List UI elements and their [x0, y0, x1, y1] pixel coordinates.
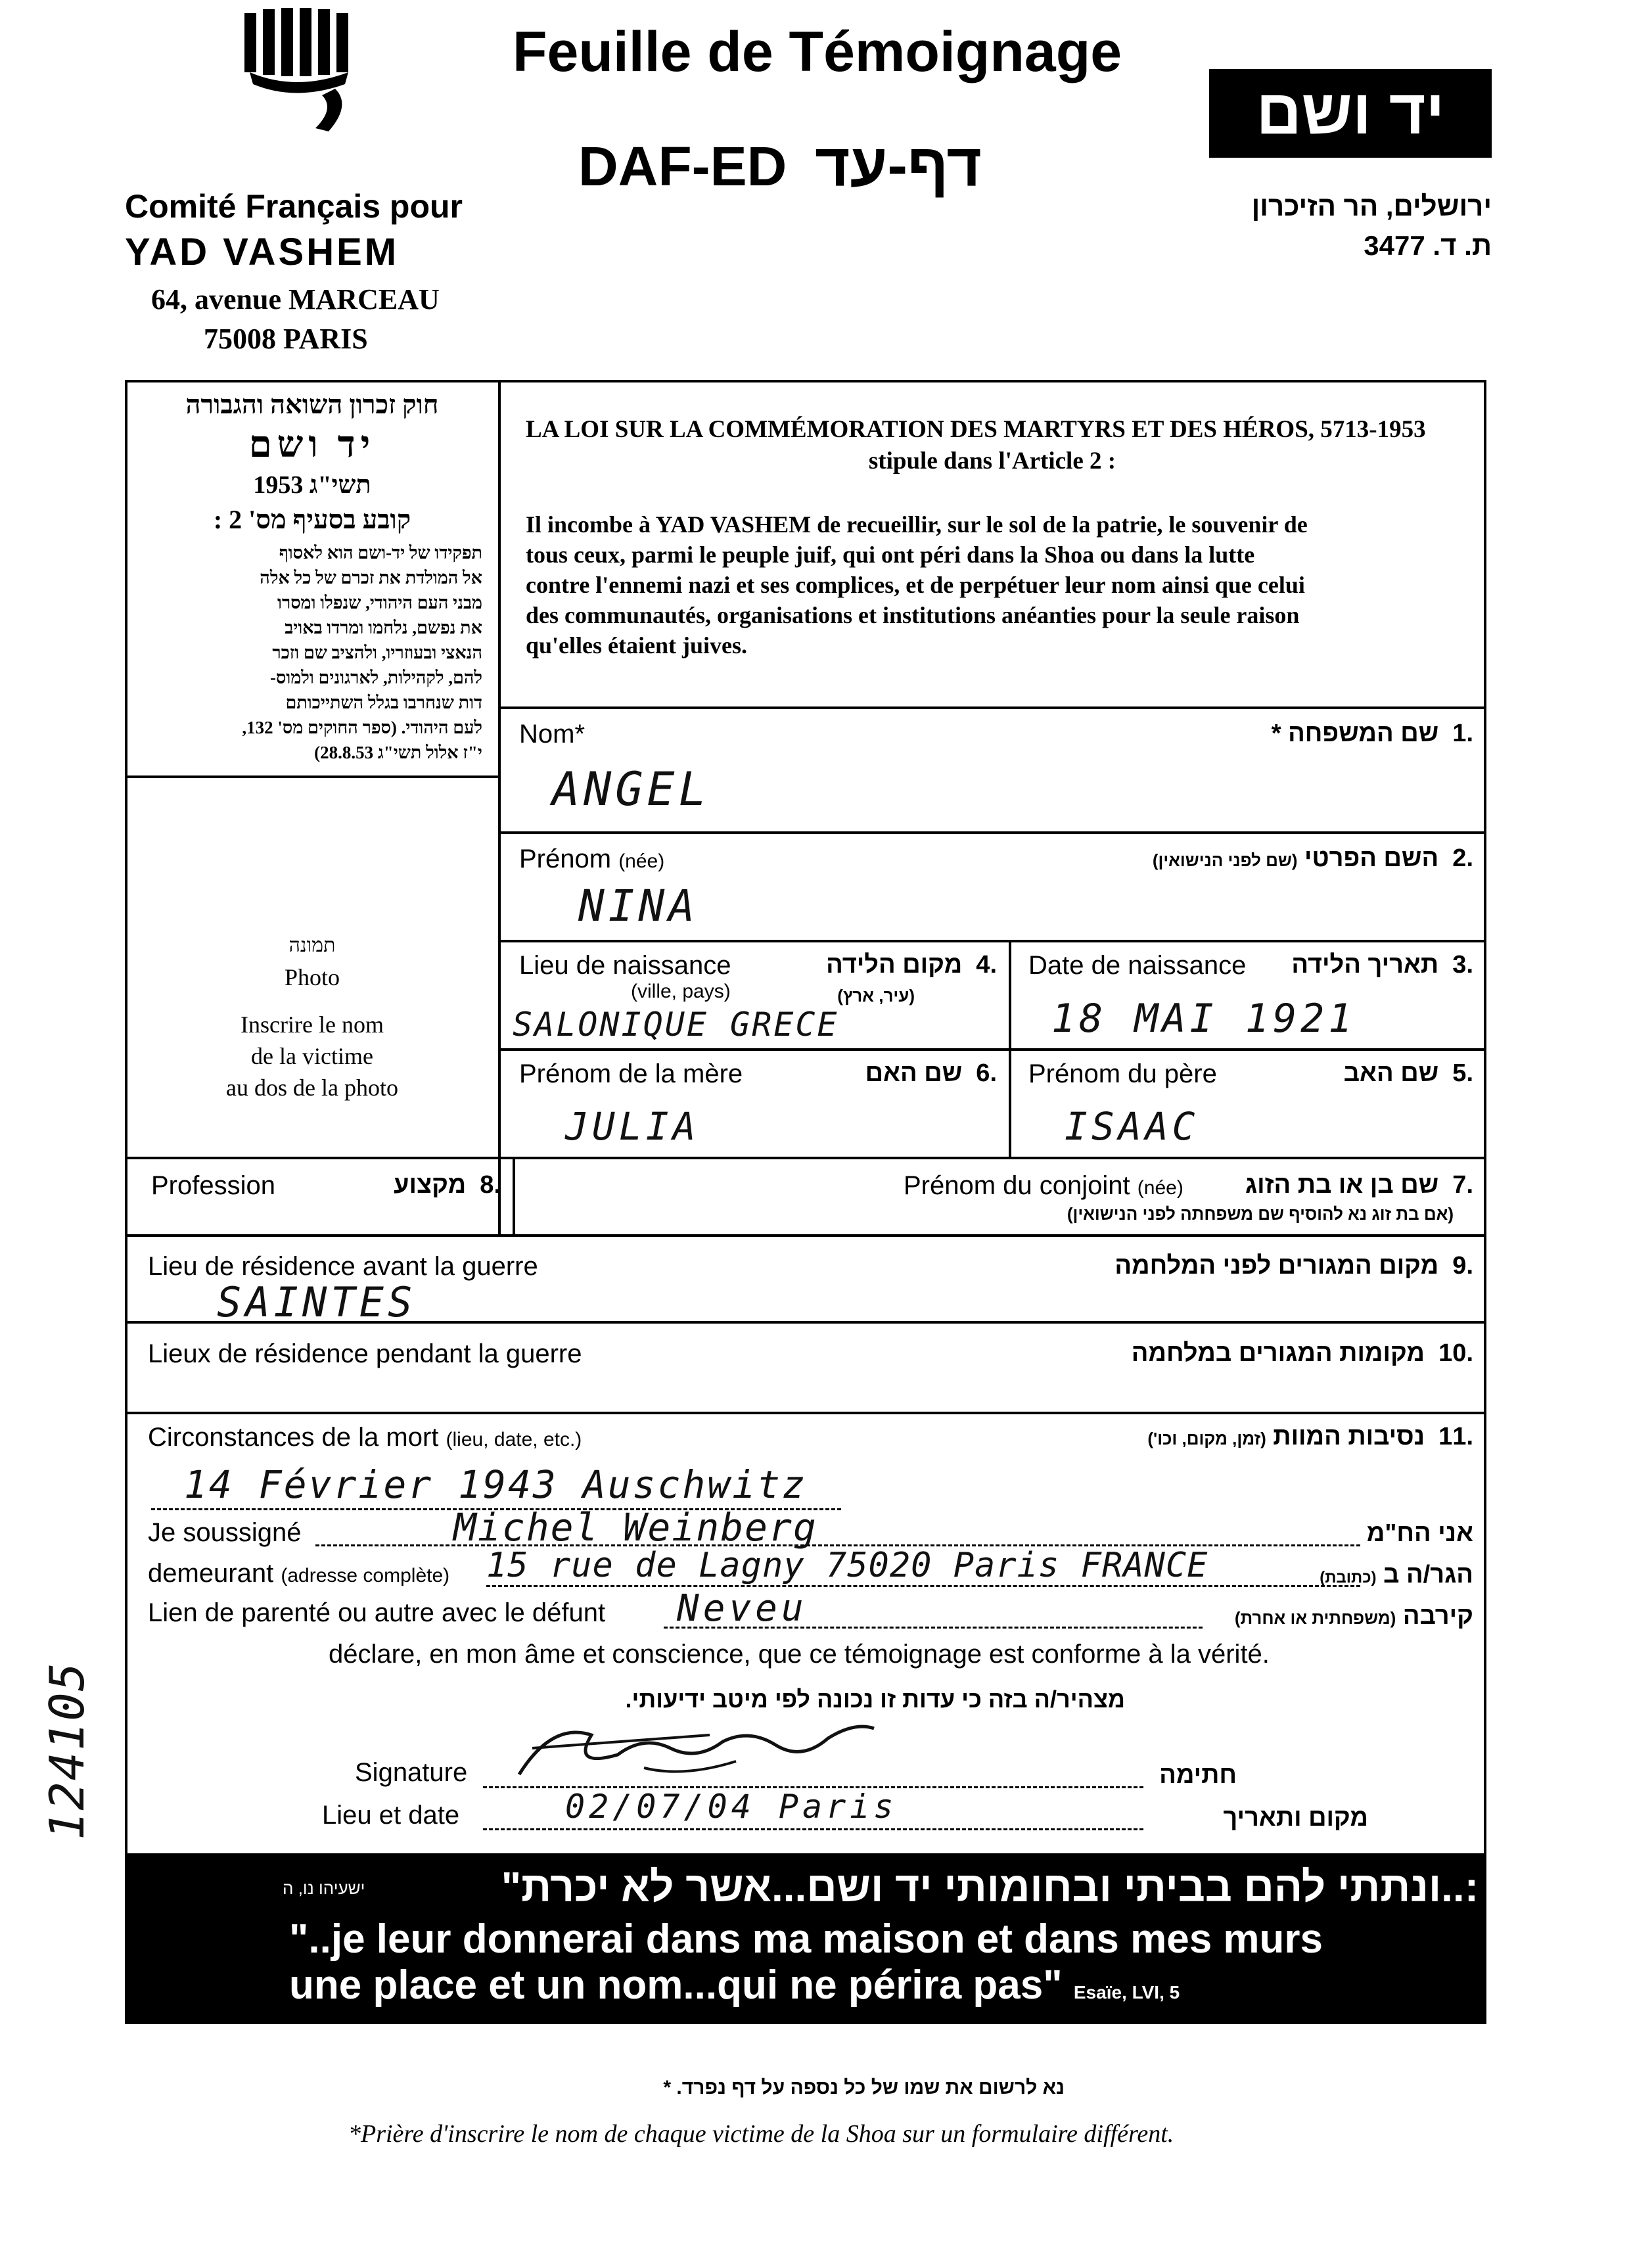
law-box-bottom — [499, 706, 1485, 709]
declaration-french: déclare, en mon âme et conscience, que ce témoignage est conforme à la vérité. — [329, 1640, 1270, 1669]
nom-label: Nom* — [519, 720, 586, 749]
left-column-divider — [498, 380, 501, 1234]
prenom-label: Prénom (née) — [519, 845, 665, 873]
menorah-logo — [237, 7, 368, 138]
address-value[interactable]: 15 rue de Lagny 75020 Paris FRANCE — [486, 1546, 1208, 1585]
signature-hebrew: חתימה — [1159, 1761, 1237, 1789]
birthdate-hebrew: .3 תאריך הלידה — [1291, 951, 1473, 979]
undersigned-label: Je soussigné — [148, 1518, 302, 1547]
photo-label: Photo — [284, 964, 340, 990]
org-address-line2: 75008 PARIS — [204, 323, 368, 355]
death-circumstances-hebrew: .11 נסיבות המוות (זמן, מקום, וכו') — [1147, 1423, 1473, 1450]
hebrew-law-line3: תשי"ג 1953 — [253, 471, 371, 499]
nom-bottom — [499, 831, 1485, 834]
form-title: Feuille de Témoignage — [513, 20, 1122, 83]
parents-bottom — [125, 1157, 1485, 1159]
birthplace-hebrew-note: (עיר, ארץ) — [837, 986, 915, 1006]
yad-vashem-logo-text: יד ושם — [1256, 77, 1445, 147]
footer-hebrew-note: נא לרשום את שמו של כל נספה על דף נפרד. * — [663, 2077, 1065, 2098]
frame-right — [1484, 380, 1486, 2023]
prenom-value[interactable]: NINA — [578, 881, 699, 931]
birthplace-hebrew: .4 מקום הלידה — [826, 951, 997, 979]
relationship-hebrew: קירבה (משפחתית או אחרת) — [1234, 1602, 1473, 1630]
hebrew-law-line2: יד ושם — [248, 425, 376, 465]
address-label: demeurant (adresse complète) — [148, 1559, 450, 1588]
prenom-bottom — [499, 940, 1485, 942]
residence-during-bottom — [125, 1412, 1485, 1414]
photo-instruction-3: au dos de la photo — [226, 1075, 398, 1101]
banner-hebrew-ref: ישעיהו נו, ה — [283, 1878, 365, 1898]
photo-instruction-1: Inscrire le nom — [241, 1011, 384, 1038]
place-date-hebrew: מקום ותאריך — [1223, 1804, 1368, 1832]
mother-name-hebrew: .6 שם האם — [865, 1059, 997, 1087]
father-name-label: Prénom du père — [1028, 1059, 1217, 1088]
hebrew-law-body: תפקידו של יד-ושם הוא לאסוף אל המולדת את זכרם של כל אלה מבני העם היהודי, שנפלו ומסרו את נפשם, נלחמו ומרדו באויב הנאצי ובעוזריו, ולהציב שם וזכר להם, לקהילות, לארגונים ולמוס- דות שנחרבו בגלל השתייכותם לעם היהודי. (ספר החוקים מס' 132, י"ז אלול תשי"ג 28.8.53) — [242, 543, 482, 762]
hebrew-law-box — [131, 388, 493, 765]
frame-top — [125, 380, 1485, 382]
banner-line2: une place et un nom...qui ne périra pas" Esaïe, LVI, 5 — [289, 1962, 1180, 2008]
margin-handwritten-number: 124105 — [39, 1661, 95, 1840]
french-law-subtitle: stipule dans l'Article 2 : — [868, 448, 1116, 474]
po-box-hebrew: ת. ד. 3477 — [1364, 230, 1492, 261]
residence-during-label: Lieux de résidence pendant la guerre — [148, 1339, 582, 1368]
org-name-line2: YAD VASHEM — [125, 231, 400, 273]
hebrew-law-bottom — [125, 775, 499, 778]
profession-divider — [513, 1157, 515, 1236]
spouse-hebrew: .7 שם בן או בת הזוג — [1245, 1171, 1473, 1199]
footer-note: *Prière d'inscrire le nom de chaque victime de la Shoa sur un formulaire différent. — [348, 2120, 1174, 2148]
residence-during-hebrew: .10 מקומות המגורים במלחמה — [1131, 1339, 1473, 1367]
father-name-hebrew: .5 שם האב — [1343, 1059, 1473, 1087]
profession-hebrew: .8 מקצוע — [394, 1171, 501, 1199]
yad-vashem-logo-box — [1209, 69, 1492, 158]
declaration-hebrew: מצהיר/ה בזה כי עדות זו נכונה לפי מיטב ידיעותי. — [625, 1686, 1125, 1713]
mother-name-value[interactable]: JULIA — [565, 1104, 700, 1149]
spouse-label: Prénom du conjoint (née) — [904, 1171, 1183, 1200]
residence-before-hebrew: .9 מקום המגורים לפני המלחמה — [1114, 1252, 1473, 1280]
profession-bottom — [125, 1234, 1485, 1237]
birth-bottom — [499, 1048, 1485, 1051]
residence-before-value[interactable]: SAINTES — [217, 1278, 417, 1326]
place-date-value[interactable]: 02/07/04 Paris — [565, 1788, 898, 1826]
photo-hebrew: תמונה — [288, 935, 336, 956]
signature-scribble[interactable] — [513, 1709, 881, 1788]
photo-instruction-2: de la victime — [251, 1043, 373, 1069]
birthplace-label: Lieu de naissance — [519, 951, 731, 980]
relationship-value[interactable]: Neveu — [677, 1587, 808, 1630]
spouse-hebrew-note: (אם בת זוג נא להוסיף שם משפחתה לפני הנישואין) — [1067, 1204, 1454, 1224]
birthdate-label: Date de naissance — [1028, 951, 1247, 980]
birthplace-value[interactable]: SALONIQUE GRECE — [513, 1006, 839, 1044]
address-line — [486, 1585, 1360, 1587]
signature-label: Signature — [355, 1758, 468, 1787]
form-subtitle-hebrew: דף-עד — [815, 132, 982, 199]
form-subtitle-latin: DAF-ED — [578, 135, 787, 197]
french-law-title: LA LOI SUR LA COMMÉMORATION DES MARTYRS ET DES HÉROS, 5713-1953 — [526, 416, 1426, 443]
mother-name-label: Prénom de la mère — [519, 1059, 743, 1088]
french-law-body: Il incombe à YAD VASHEM de recueillir, sur le sol de la patrie, le souvenir de tous ceux, parmi le peuple juif, qui ont péri dans la Shoa ou dans la lutte contre l'ennemi nazi et ses complices, et de perpétuer leur nom ainsi que celui des communautés, organisations et institutions anéanties pour la seule raison qu'elles étaient juives. — [526, 511, 1308, 659]
nom-hebrew: .1 שם המשפחה * — [1271, 720, 1473, 747]
org-address-line1: 64, avenue MARCEAU — [151, 283, 440, 315]
photo-box — [131, 930, 493, 1103]
place-date-label: Lieu et date — [322, 1801, 460, 1830]
father-name-value[interactable]: ISAAC — [1065, 1104, 1199, 1149]
frame-left — [125, 380, 127, 2023]
undersigned-hebrew: אני הח"מ — [1366, 1519, 1473, 1547]
place-date-line — [483, 1828, 1143, 1830]
hebrew-law-line1: חוק זכרון השואה והגבורה — [185, 390, 439, 419]
profession-label: Profession — [151, 1171, 275, 1200]
org-name-line1: Comité Français pour — [125, 188, 463, 225]
quote-banner — [125, 1853, 1486, 2024]
undersigned-value[interactable]: Michel Weinberg — [453, 1505, 817, 1550]
relationship-label: Lien de parenté ou autre avec le défunt — [148, 1598, 606, 1627]
banner-hebrew-quote: :..ונתתי להם בביתי ובחומותי יד ושם...אשר לא יכרת" — [501, 1863, 1479, 1910]
death-circumstances-label: Circonstances de la mort (lieu, date, etc.) — [148, 1423, 582, 1452]
residence-before-label: Lieu de résidence avant la guerre — [148, 1252, 538, 1281]
prenom-hebrew: .2 השם הפרטי (שם לפני הנישואין) — [1152, 845, 1473, 872]
banner-line1: "..je leur donnerai dans ma maison et dans mes murs — [289, 1916, 1323, 1962]
birthdate-value[interactable]: 18 MAI 1921 — [1051, 996, 1356, 1042]
jerusalem-address-hebrew: ירושלים, הר הזיכרון — [1251, 191, 1492, 221]
birthplace-note: (ville, pays) — [631, 981, 731, 1002]
hebrew-law-line4: קובע בסעיף מס' 2 : — [213, 505, 411, 534]
nom-value[interactable]: ANGEL — [552, 762, 710, 816]
death-circumstances-value[interactable]: 14 Février 1943 Auschwitz — [184, 1462, 807, 1507]
address-hebrew: הגר/ה ב (כתובת) — [1320, 1561, 1473, 1588]
